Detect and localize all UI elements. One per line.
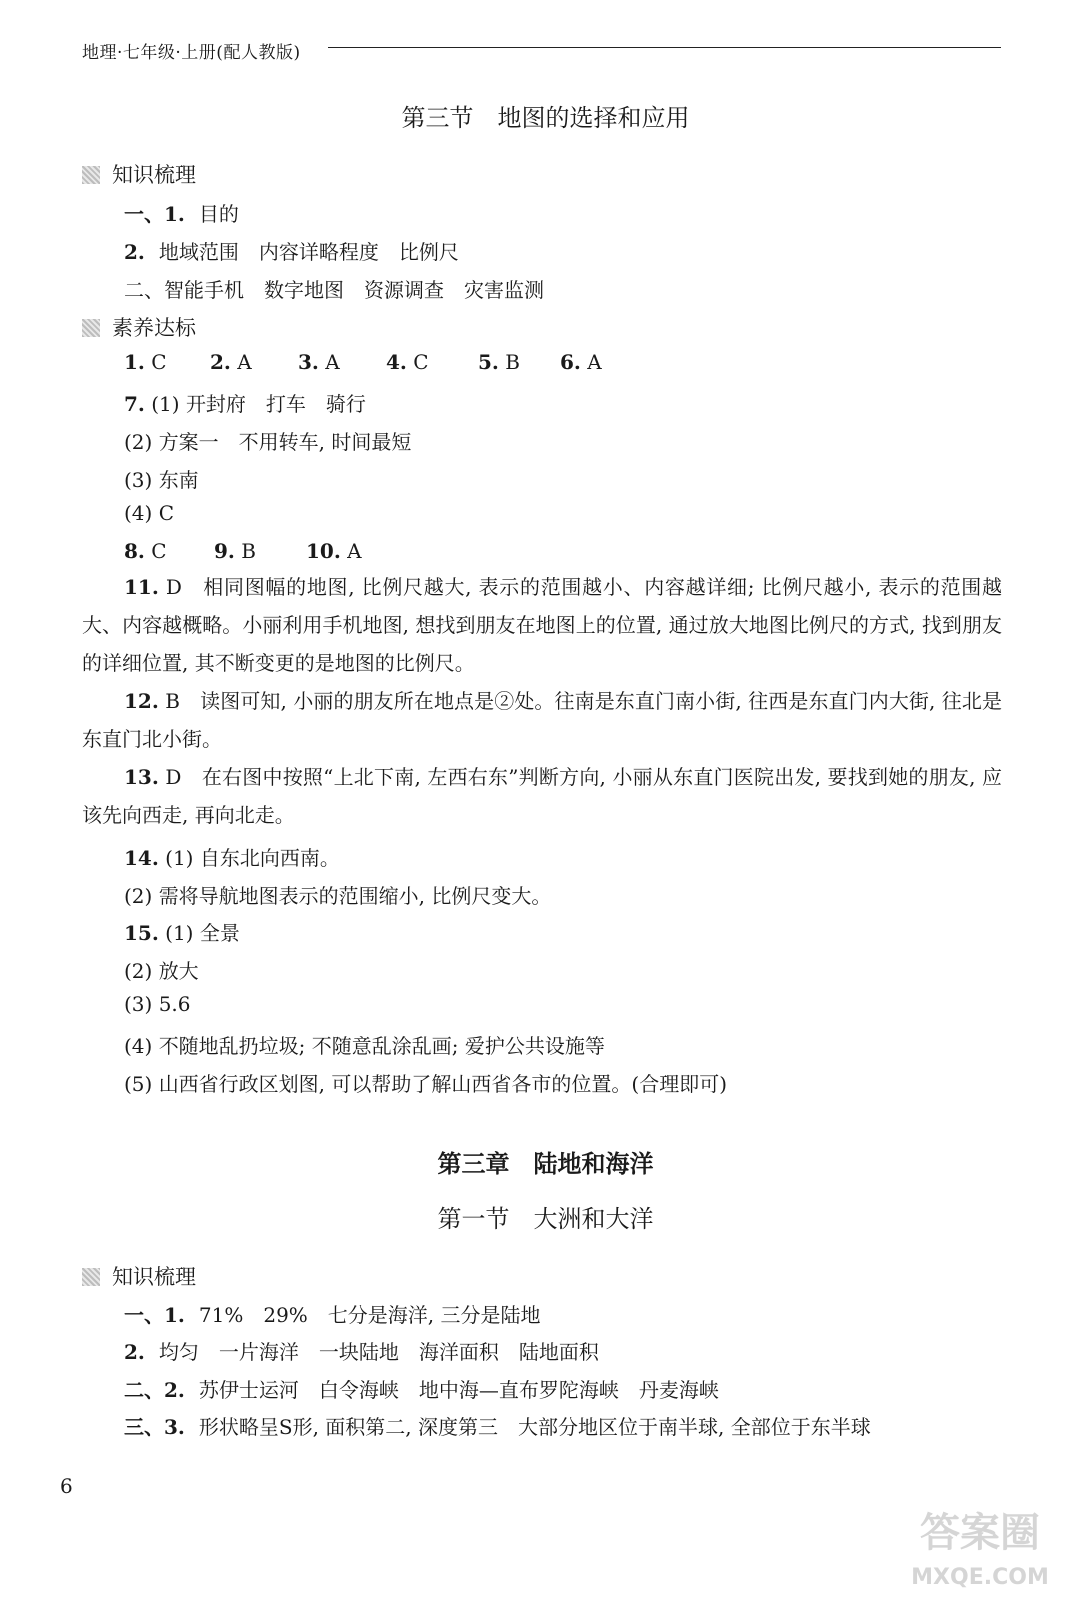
item-number: 2. bbox=[124, 1340, 145, 1364]
knowledge-heading-label: 知识梳理 bbox=[112, 163, 196, 187]
watermark-line-2: MXQE.COM bbox=[911, 1565, 1049, 1590]
page-number: 6 bbox=[60, 1474, 73, 1498]
knowledge-heading bbox=[82, 159, 196, 189]
q15-line-5: (5) 山西省行政区划图, 可以帮助了解山西省各市的位置。(合理即可) bbox=[124, 1072, 728, 1096]
item-text: (1) 开封府 打车 骑行 bbox=[151, 392, 366, 416]
knowledge-line-2 bbox=[124, 236, 1044, 265]
item-text: B 读图可知, 小丽的朋友所在地点是②处。往南是东直门南小街, 往西是东直门内大街, 往北是东直门北小街。 bbox=[82, 689, 1002, 751]
item-number: 二、2. bbox=[124, 1378, 185, 1402]
s2-knowledge-line-4 bbox=[124, 1411, 1044, 1440]
item-text: D 相同图幅的地图, 比例尺越大, 表示的范围越小、内容越详细; 比例尺越小, 表示的范围越大、内容越概略。小丽利用手机地图, 想找到朋友在地图上的位置, 通过放大地图比例尺的方式, 找到朋友的详细位置, 其不断变更的是地图的比例尺。 bbox=[82, 575, 1002, 675]
watermark-line-1: 答案圈 bbox=[920, 1510, 1040, 1556]
item-text: 目的 bbox=[198, 202, 239, 226]
q14-line-1 bbox=[124, 842, 1044, 871]
running-header: 地理·七年级·上册(配人教版) bbox=[82, 43, 301, 63]
square-bullet-icon bbox=[82, 319, 100, 337]
q15-line-2: (2) 放大 bbox=[124, 959, 199, 983]
knowledge-heading-label: 知识梳理 bbox=[112, 1265, 196, 1289]
item-text: 71% 29% 七分是海洋, 三分是陆地 bbox=[198, 1303, 541, 1327]
answer-item: 5. B bbox=[478, 350, 520, 374]
q14-line-2: (2) 需将导航地图表示的范围缩小, 比例尺变大。 bbox=[124, 884, 552, 908]
item-number: 2. bbox=[124, 240, 145, 264]
answer-item: 6. A bbox=[560, 350, 602, 374]
q13-paragraph bbox=[82, 758, 1002, 834]
item-number: 12. bbox=[124, 689, 159, 713]
q7-line-1 bbox=[124, 388, 1044, 417]
q11-paragraph bbox=[82, 568, 1002, 682]
q12-paragraph bbox=[82, 682, 1002, 758]
item-text: 形状略呈S形, 面积第二, 深度第三 大部分地区位于南半球, 全部位于东半球 bbox=[198, 1415, 871, 1439]
item-number: 14. bbox=[124, 846, 159, 870]
knowledge-line-1 bbox=[124, 198, 1044, 227]
practice-heading bbox=[82, 312, 196, 342]
item-text: (1) 全景 bbox=[165, 921, 240, 945]
header-rule bbox=[328, 47, 1001, 48]
item-number: 13. bbox=[124, 765, 159, 789]
item-number: 11. bbox=[124, 575, 159, 599]
answer-item: 9. B bbox=[214, 539, 256, 563]
answer-item: 2. A bbox=[210, 350, 252, 374]
item-text: (1) 自东北向西南。 bbox=[165, 846, 340, 870]
q15-line-3: (3) 5.6 bbox=[124, 992, 191, 1016]
section-title-2: 第一节 大洲和大洋 bbox=[437, 1205, 654, 1233]
practice-heading-label: 素养达标 bbox=[112, 316, 196, 340]
item-text: D 在右图中按照“上北下南, 左西右东”判断方向, 小丽从东直门医院出发, 要找到她的朋友, 应该先向西走, 再向北走。 bbox=[82, 765, 1003, 827]
answer-item: 10. A bbox=[306, 539, 362, 563]
answer-row-1 bbox=[124, 350, 602, 374]
item-text: 地域范围 内容详略程度 比例尺 bbox=[158, 240, 459, 264]
s2-knowledge-line-3 bbox=[124, 1374, 1044, 1403]
knowledge-heading-2 bbox=[82, 1261, 196, 1291]
item-number: 三、3. bbox=[124, 1415, 185, 1439]
answer-item: 4. C bbox=[386, 350, 429, 374]
knowledge-line-3: 二、智能手机 数字地图 资源调查 灾害监测 bbox=[124, 278, 544, 302]
answer-item: 1. C bbox=[124, 350, 167, 374]
answer-row-2 bbox=[124, 539, 362, 563]
square-bullet-icon bbox=[82, 1268, 100, 1286]
answer-item: 8. C bbox=[124, 539, 167, 563]
item-number: 一、1. bbox=[124, 1303, 185, 1327]
s2-knowledge-line-2 bbox=[124, 1336, 1044, 1365]
answer-item: 3. A bbox=[298, 350, 340, 374]
chapter-title: 第三章 陆地和海洋 bbox=[437, 1149, 654, 1178]
item-number: 15. bbox=[124, 921, 159, 945]
q15-line-4: (4) 不随地乱扔垃圾; 不随意乱涂乱画; 爱护公共设施等 bbox=[124, 1034, 605, 1058]
item-text: 苏伊士运河 白令海峡 地中海—直布罗陀海峡 丹麦海峡 bbox=[198, 1378, 719, 1402]
q15-line-1 bbox=[124, 917, 1044, 946]
s2-knowledge-line-1 bbox=[124, 1299, 1044, 1328]
item-text: 均匀 一片海洋 一块陆地 海洋面积 陆地面积 bbox=[158, 1340, 599, 1364]
watermark-logo bbox=[880, 1500, 1080, 1595]
item-number: 一、1. bbox=[124, 202, 185, 226]
q7-line-3: (3) 东南 bbox=[124, 468, 199, 492]
q7-line-2: (2) 方案一 不用转车, 时间最短 bbox=[124, 430, 412, 454]
section-title: 第三节 地图的选择和应用 bbox=[401, 104, 690, 132]
q7-line-4: (4) C bbox=[124, 501, 174, 525]
square-bullet-icon bbox=[82, 166, 100, 184]
item-number: 7. bbox=[124, 392, 145, 416]
